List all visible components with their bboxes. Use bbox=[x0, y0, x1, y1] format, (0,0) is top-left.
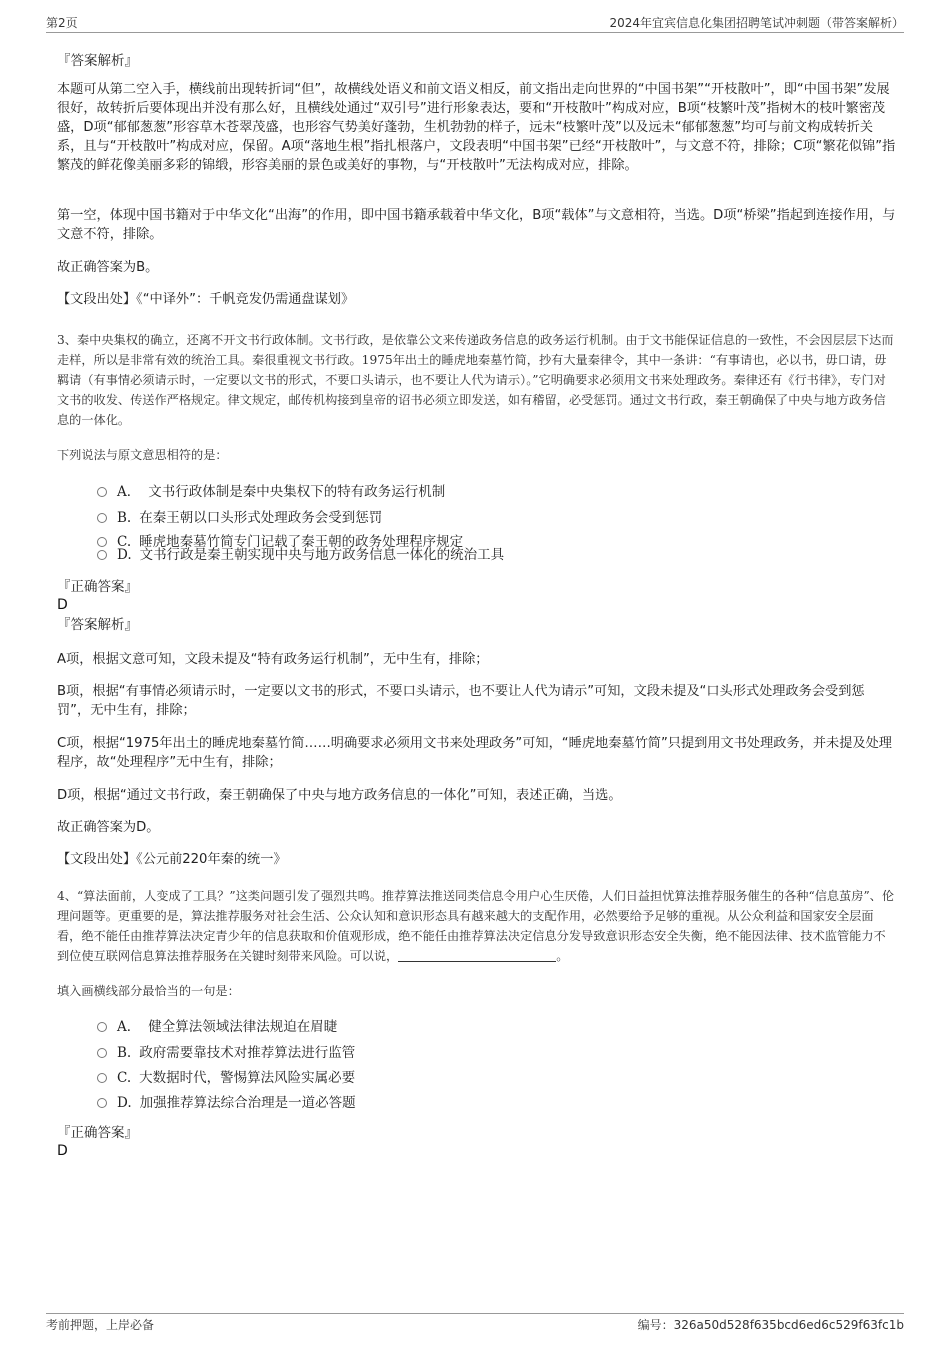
document-id: 编号：326a50d528f635bcd6ed6c529f63fc1b bbox=[637, 1318, 904, 1332]
q3-option-d[interactable]: D. 文书行政是秦王朝实现中央与地方政务信息一体化的统治工具 bbox=[97, 546, 504, 564]
q3-prompt: 下列说法与原文意思相符的是： bbox=[57, 448, 228, 462]
q3-analysis-a: A项，根据文意可知，文段未提及“特有政务运行机制”，无中生有，排除； bbox=[57, 652, 489, 667]
q3-analysis-c: C项，根据“1975年出土的睡虎地秦墓竹简……明确要求必须用文书来处理政务”可知，“睡虎地秦墓竹简”只提到用文书处理政务，并未提及处理程序，故“处理程序”无中生有，排除； bbox=[57, 736, 892, 770]
page-header bbox=[46, 14, 904, 33]
q4-option-a[interactable]: A． 健全算法领域法律法规迫在眉睫 bbox=[97, 1018, 337, 1036]
q4-option-c[interactable]: C. 大数据时代，警惕算法风险实属必要 bbox=[97, 1069, 355, 1087]
q4-option-d[interactable]: D. 加强推荐算法综合治理是一道必答题 bbox=[97, 1094, 356, 1112]
q4-correct-value: D bbox=[57, 1143, 68, 1159]
q3-analysis-b: B项，根据“有事情必须请示时，一定要以文书的形式，不要口头请示，也不要让人代为请示”可知，文段未提及“口头形式处理政务会受到惩罚”，无中生有，排除； bbox=[57, 684, 865, 718]
page-footer bbox=[46, 1313, 904, 1334]
page-number: 第2页 bbox=[46, 16, 78, 30]
document-title: 2024年宜宾信息化集团招聘笔试冲刺题（带答案解析） bbox=[609, 16, 904, 30]
q4-passage: 4、“算法面前，人变成了工具？”这类问题引发了强烈共鸣。推荐算法推送同类信息令用户心生厌倦，人们日益担忧算法推荐服务催生的各种“信息茧房”、伦理问题等。更重要的是，算法推荐服务对社会生活、公众认知和意识形态具有越来越大的支配作用，必然要给予足够的重视。从公众利益和国家安全层面看，绝不能任由推荐算法决定青少年的信息获取和价值观形成，绝不能任由推荐算法决定信息分发导致意识形态安全失衡，绝不能因法律、技术监管能力不到位使互联网信息算法推荐服务在关键时刻带来风险。可以说， 。 bbox=[57, 889, 895, 963]
radio-icon[interactable] bbox=[97, 1048, 107, 1058]
q3-analysis-d: D项，根据“通过文书行政，秦王朝确保了中央与地方政务信息的一体化”可知，表述正确，当选。 bbox=[57, 788, 622, 803]
fill-blank bbox=[398, 949, 556, 962]
q3-option-c[interactable]: C. 睡虎地秦墓竹简专门记载了秦王朝的政务处理程序规定 bbox=[97, 533, 463, 551]
q3-analysis-label: 『答案解析』 bbox=[57, 617, 138, 633]
radio-icon[interactable] bbox=[97, 513, 107, 523]
q4-prompt: 填入画横线部分最恰当的一句是： bbox=[57, 984, 240, 998]
q3-passage: 3、秦中央集权的确立，还离不开文书行政体制。文书行政，是依靠公文来传递政务信息的政务运行机制。由于文书能保证信息的一致性，不会因层层下达而走样，所以是非常有效的统治工具。秦很重视文书行政。1975年出土的睡虎地秦墓竹简，抄有大量秦律令，其中一条讲：“有事请也，必以书，毋口请，毋羁请（有事情必须请示时，一定要以文书的形式，不要口头请示，也不要让人代为请示）。”它明确要求必须用文书来处理政务。秦律还有《行书律》，专门对文书的收发、传送作严格规定。律文规定，邮传机构接到皇帝的诏书必须立即发送，如有稽留，必受惩罚。通过文书行政，秦王朝确保了中央与地方政务信息的一体化。 bbox=[57, 333, 894, 427]
q4-option-b[interactable]: B. 政府需要靠技术对推荐算法进行监管 bbox=[97, 1044, 355, 1062]
q4-correct-label: 『正确答案』 bbox=[57, 1125, 138, 1141]
q3-option-b[interactable]: B. 在秦王朝以口头形式处理政务会受到惩罚 bbox=[97, 509, 382, 527]
q3-source: 【文段出处】《公元前220年秦的统一》 bbox=[57, 852, 287, 867]
q2-analysis-para1: 本题可从第二空入手，横线前出现转折词“但”，故横线处语义和前文语义相反，前文指出走向世界的“中国书架”“开枝散叶”，即“中国书架”发展很好，故转折后要体现出并没有那么好，且横线处通过“双引号”进行形象表达，要和“开枝散叶”构成对应，B项“枝繁叶茂”指树木的枝叶繁密茂盛，D项“郁郁葱葱”形容草木苍翠茂盛，也形容气势美好蓬勃，生机勃勃的样子，远未“枝繁叶茂”以及远未“郁郁葱葱”均可与前文构成转折关系，且与“开枝散叶”构成对应，保留。A项“落地生根”指扎根落户，文段表明“中国书架”已经“开枝散叶”，与文意不符，排除；C项“繁花似锦”指繁茂的鲜花像美丽多彩的锦缎，形容美丽的景色或美好的事物，与“开枝散叶”无法构成对应，排除。 bbox=[57, 82, 896, 173]
q2-analysis-para2: 第一空，体现中国书籍对于中华文化“出海”的作用，即中国书籍承载着中华文化，B项“载体”与文意相符，当选。D项“桥梁”指起到连接作用，与文意不符，排除。 bbox=[57, 208, 896, 242]
radio-icon[interactable] bbox=[97, 1022, 107, 1032]
radio-icon[interactable] bbox=[97, 487, 107, 497]
q2-answer-line: 故正确答案为B。 bbox=[57, 260, 159, 275]
radio-icon[interactable] bbox=[97, 1073, 107, 1083]
footer-slogan: 考前押题，上岸必备 bbox=[46, 1318, 155, 1332]
q3-correct-label: 『正确答案』 bbox=[57, 579, 138, 595]
q2-analysis-label: 『答案解析』 bbox=[57, 53, 138, 69]
q3-answer-line: 故正确答案为D。 bbox=[57, 820, 160, 835]
q3-option-a[interactable]: A． 文书行政体制是秦中央集权下的特有政务运行机制 bbox=[97, 483, 445, 501]
q2-source: 【文段出处】《“中译外”：千帆竞发仍需通盘谋划》 bbox=[57, 292, 355, 307]
radio-icon[interactable] bbox=[97, 1098, 107, 1108]
q3-correct-value: D bbox=[57, 597, 68, 613]
radio-icon[interactable] bbox=[97, 550, 107, 560]
